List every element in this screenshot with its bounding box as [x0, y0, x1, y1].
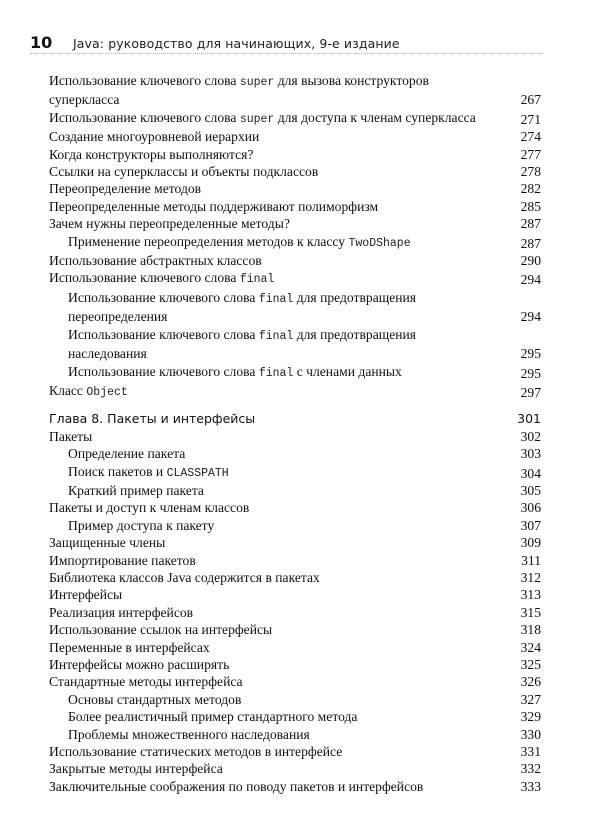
code-keyword: TwoDShape	[348, 236, 411, 250]
toc-entry-title	[49, 760, 541, 777]
toc-page-number: 318	[520, 622, 541, 638]
toc-entry	[49, 673, 541, 690]
toc-entry-title	[49, 482, 541, 499]
toc-text: Поиск пакетов и	[68, 463, 167, 479]
toc-entry-title	[49, 673, 541, 690]
toc-entry-title	[49, 778, 541, 795]
toc-page-number: 285	[520, 198, 541, 214]
toc-text: Проблемы множественного наследования	[68, 726, 310, 742]
toc-page-number: 329	[520, 709, 541, 725]
toc-entry-title	[49, 289, 541, 326]
toc-text: Использование ключевого слова	[49, 73, 240, 88]
toc-entry	[49, 639, 541, 656]
toc-page-number: 333	[520, 778, 541, 794]
toc-text: Использование ключевого слова	[49, 270, 240, 286]
code-keyword: super	[239, 76, 275, 89]
toc-text: Глава 8. Пакеты и интерфейсы	[49, 411, 256, 427]
toc-text: Библиотека классов Java содержится в пакетах	[49, 569, 320, 585]
toc-entry-title	[49, 743, 541, 760]
toc-entry-title	[49, 569, 541, 586]
table-of-contents	[49, 72, 541, 795]
toc-entry-title	[49, 586, 541, 603]
code-keyword: final	[258, 329, 294, 343]
toc-text: Переменные в интерфейсах	[49, 639, 210, 655]
toc-text: Использование ключевого слова	[68, 363, 259, 379]
toc-page-number: 306	[520, 500, 541, 516]
code-keyword: final	[258, 366, 294, 380]
toc-page-number: 294	[520, 272, 541, 288]
toc-page-number: 290	[520, 253, 541, 269]
toc-page-number: 302	[520, 428, 541, 444]
toc-page-number: 267	[520, 92, 541, 108]
toc-page-number: 295	[520, 365, 541, 381]
toc-entry-title	[49, 517, 541, 534]
toc-entry	[49, 289, 541, 326]
toc-text: Когда конструкторы выполняются?	[49, 146, 254, 162]
toc-entry-title	[49, 445, 541, 462]
toc-text: Закрытые методы интерфейса	[49, 761, 223, 777]
toc-entry-title	[49, 163, 541, 180]
toc-entry-title	[49, 198, 541, 215]
toc-page-number: 271	[520, 111, 541, 127]
toc-entry-title	[49, 382, 541, 401]
code-keyword: CLASSPATH	[166, 466, 229, 480]
toc-text: Использование статических методов в интерфейсе	[49, 744, 343, 760]
toc-entry	[49, 428, 541, 445]
toc-entry-title	[49, 252, 541, 269]
toc-text: Использование ключевого слова	[68, 326, 259, 342]
toc-text: Краткий пример пакета	[68, 482, 204, 498]
toc-entry	[49, 215, 541, 232]
toc-entry-title	[49, 552, 541, 569]
toc-entry-title	[49, 726, 541, 743]
toc-page-number: 332	[520, 761, 541, 777]
toc-entry	[49, 604, 541, 621]
toc-text: для вызова конструкторов	[274, 73, 429, 88]
toc-text: Основы стандартных методов	[68, 691, 242, 707]
toc-page-number: 297	[520, 384, 541, 400]
toc-entry-title	[49, 109, 541, 128]
toc-entry	[49, 382, 541, 401]
toc-entry	[49, 499, 541, 516]
toc-entry	[49, 708, 541, 725]
running-title: Java: руководство для начинающих, 9-е издание	[73, 36, 400, 51]
toc-entry	[49, 252, 541, 269]
toc-text: Реализация интерфейсов	[49, 604, 194, 620]
toc-entry	[49, 180, 541, 197]
toc-entry	[49, 198, 541, 215]
toc-text: для доступа к членам суперкласса	[274, 109, 476, 125]
toc-entry	[49, 691, 541, 708]
toc-entry-title	[49, 410, 541, 427]
toc-entry	[49, 363, 541, 382]
toc-text: Пример доступа к пакету	[68, 517, 215, 533]
page-number: 10	[30, 33, 53, 52]
toc-entry-title	[49, 146, 541, 163]
toc-entry	[49, 726, 541, 743]
toc-entry	[49, 163, 541, 180]
toc-text: Переопределенные методы поддерживают полиморфизм	[49, 198, 379, 214]
toc-page-number: 304	[520, 465, 541, 481]
toc-entry-title	[49, 326, 541, 363]
toc-page-number: 282	[520, 181, 541, 197]
toc-text: Зачем нужны переопределенные методы?	[49, 216, 290, 232]
toc-entry	[49, 586, 541, 603]
toc-entry-title	[49, 363, 541, 382]
toc-page-number: 309	[520, 535, 541, 551]
toc-page-number: 331	[520, 744, 541, 760]
toc-entry	[49, 72, 541, 109]
toc-entry	[49, 778, 541, 795]
toc-text: наследования	[68, 346, 147, 362]
toc-page-number: 326	[520, 674, 541, 690]
toc-entry-title	[49, 656, 541, 673]
toc-entry	[49, 534, 541, 551]
toc-page-number: 274	[520, 129, 541, 145]
toc-page-number: 330	[520, 726, 541, 742]
toc-entry-title	[49, 604, 541, 621]
toc-text: Ссылки на суперклассы и объекты подклассов	[49, 164, 319, 180]
toc-page-number: 307	[520, 517, 541, 533]
toc-text: Заключительные соображения по поводу пакетов и интерфейсов	[49, 778, 424, 794]
toc-entry-title	[49, 621, 541, 638]
toc-entry-title	[49, 639, 541, 656]
toc-page-number: 295	[520, 346, 541, 362]
page-header	[30, 33, 544, 54]
toc-entry-title	[49, 269, 541, 288]
toc-entry	[49, 621, 541, 638]
toc-entry	[49, 552, 541, 569]
toc-page-number: 277	[520, 146, 541, 162]
toc-page-number: 303	[520, 446, 541, 462]
toc-page-number: 311	[521, 552, 541, 568]
code-keyword: final	[258, 292, 294, 306]
toc-text: Использование абстрактных классов	[49, 253, 262, 269]
toc-entry-title	[49, 691, 541, 708]
toc-text: Интерфейсы	[49, 587, 123, 603]
toc-text: Импортирование пакетов	[49, 552, 196, 568]
toc-entry-title	[49, 463, 541, 482]
toc-text: Интерфейсы можно расширять	[49, 657, 230, 672]
code-keyword: final	[239, 273, 275, 287]
toc-entry	[49, 463, 541, 482]
toc-entry-title	[49, 128, 541, 145]
toc-page-number: 287	[520, 235, 541, 251]
toc-page-number: 294	[520, 309, 541, 325]
toc-page-number: 315	[520, 604, 541, 620]
toc-entry	[49, 517, 541, 534]
toc-entry-title	[49, 215, 541, 232]
toc-entry	[49, 445, 541, 462]
toc-text: Использование ссылок на интерфейсы	[49, 622, 273, 638]
toc-entry-title	[49, 72, 541, 109]
toc-page-number: 312	[520, 569, 541, 585]
toc-page-number: 313	[520, 587, 541, 603]
toc-entry-title	[49, 534, 541, 551]
toc-page-number: 301	[517, 411, 541, 427]
toc-text: Создание многоуровневой иерархии	[49, 129, 260, 145]
toc-page-number: 305	[520, 482, 541, 498]
code-keyword: super	[239, 112, 275, 126]
toc-text: Пакеты	[49, 428, 93, 444]
toc-chapter-entry	[49, 410, 541, 427]
toc-entry-title	[49, 428, 541, 445]
toc-text: Применение переопределения методов к классу	[68, 233, 349, 249]
toc-text: переопределения	[68, 309, 168, 325]
toc-entry-title	[49, 233, 541, 252]
toc-text: Класс	[49, 382, 87, 398]
toc-text: Стандартные методы интерфейса	[49, 674, 243, 690]
toc-text: с членами данных	[293, 363, 402, 379]
toc-page-number: 324	[520, 639, 541, 655]
toc-text: Пакеты и доступ к членам классов	[49, 500, 250, 516]
toc-text: для предотвращения	[293, 326, 417, 342]
code-keyword: Object	[86, 385, 128, 399]
toc-entry	[49, 569, 541, 586]
toc-text: Использование ключевого слова	[49, 109, 240, 125]
toc-page-number: 278	[520, 164, 541, 180]
toc-text: Более реалистичный пример стандартного метода	[68, 709, 358, 725]
toc-entry	[49, 146, 541, 163]
toc-entry	[49, 128, 541, 145]
toc-text: Использование ключевого слова	[68, 289, 259, 305]
toc-entry	[49, 109, 541, 128]
toc-page-number: 287	[520, 216, 541, 232]
toc-entry	[49, 269, 541, 288]
toc-entry	[49, 656, 541, 673]
toc-text: Защищенные члены	[49, 535, 166, 551]
toc-entry	[49, 760, 541, 777]
toc-entry	[49, 326, 541, 363]
toc-page-number: 327	[520, 691, 541, 707]
toc-entry	[49, 482, 541, 499]
toc-text: Определение пакета	[68, 446, 186, 462]
toc-text: для предотвращения	[293, 289, 417, 305]
toc-entry-title	[49, 499, 541, 516]
toc-text: Переопределение методов	[49, 181, 202, 197]
toc-entry	[49, 233, 541, 252]
toc-entry-title	[49, 708, 541, 725]
toc-text: суперкласса	[49, 92, 120, 108]
toc-entry	[49, 743, 541, 760]
toc-entry-title	[49, 180, 541, 197]
toc-page-number: 325	[520, 657, 541, 672]
